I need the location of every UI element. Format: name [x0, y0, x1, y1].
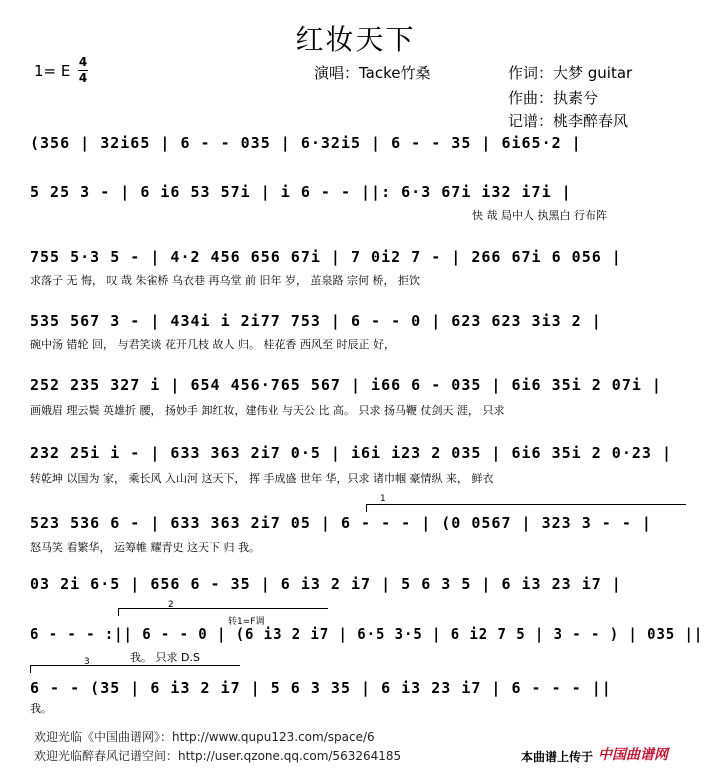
score-row-5: 252 235 327 i | 654 456·765 567 | i66 6 - 035 | 6i6 35i 2 07i | — [30, 376, 662, 394]
lyrics-row-7: 怒马笑 看繁华， 运筹帷 耀青史 这天下 归 我。 — [30, 541, 260, 554]
score-row-7: 523 536 6 - | 633 363 2i7 05 | 6 - - - | (0 0567 | 323 3 - - | — [30, 514, 652, 532]
score-row-3: 755 5·3 5 - | 4·2 456 656 67i | 7 0i2 7 - | 266 67i 6 056 | — [30, 248, 622, 266]
time-sig-top: 4 — [78, 55, 88, 69]
volta-number-2: 2 — [168, 600, 174, 610]
footer-space-link[interactable]: 欢迎光临醉春风记谱空间：http://user.qzone.qq.com/563264185 — [34, 749, 402, 763]
volta-tick-1 — [366, 504, 367, 512]
footer-site-link[interactable]: 欢迎光临《中国曲谱网》：http://www.qupu123.com/space/6 — [34, 730, 375, 744]
volta-number-1: 1 — [380, 494, 386, 504]
score-row-1: (356 | 32i65 | 6 - - 035 | 6·32i5 | 6 - - 35 | 6i65·2 | — [30, 134, 582, 152]
page-title: 红妆天下 — [295, 23, 416, 56]
volta-tick-2 — [118, 608, 119, 616]
composer-credit: 作曲：执素兮 — [508, 89, 599, 107]
score-row-10: 6 - - (35 | 6 i3 2 i7 | 5 6 3 35 | 6 i3 23 i7 | 6 - - - || — [30, 679, 612, 697]
lyrics-row-3: 求落子 无 悔， 叹 哉 朱雀桥 乌衣巷 再乌堂 前 旧年 岁， 茧泉路 宗何 桥， 拒饮 — [30, 274, 420, 287]
lyrics-row-2: 快 哉 局中人 执黑白 行布阵 — [472, 209, 607, 222]
volta-bracket-2 — [118, 608, 328, 609]
transcriber-credit: 记谱：桃李醉春风 — [508, 112, 629, 130]
lyricist-credit: 作词：大梦 guitar — [508, 64, 633, 82]
site-logo[interactable]: 中国曲谱网 — [598, 747, 668, 763]
score-row-6: 232 25i i - | 633 363 2i7 0·5 | i6i i23 2 035 | 6i6 35i 2 0·23 | — [30, 444, 672, 462]
lyrics-row-10: 我。 — [30, 702, 52, 715]
score-row-4: 535 567 3 - | 434i i 2i77 753 | 6 - - 0 | 623 623 3i3 2 | — [30, 312, 602, 330]
time-sig-bottom: 4 — [78, 71, 88, 85]
score-row-9: 6 - - - :|| 6 - - 0 | (6 i3 2 i7 | 6·5 3·5 | 6 i2 7 5 | 3 - - ) | 035 || — [30, 625, 704, 643]
score-row-2: 5 25 3 - | 6 i6 53 57i | i 6 - - ||: 6·3 67i i32 i7i | — [30, 183, 572, 201]
time-signature — [78, 56, 88, 85]
score-row-8: 03 2i 6·5 | 656 6 - 35 | 6 i3 2 i7 | 5 6 3 5 | 6 i3 23 i7 | — [30, 575, 622, 593]
upload-note: 本曲谱上传于 — [521, 750, 594, 764]
key-signature: 1= E — [34, 62, 71, 80]
volta-tick-3 — [30, 665, 31, 673]
modulation-label: 转1=F调 — [228, 617, 265, 627]
volta-bracket-1 — [366, 504, 686, 505]
lyrics-row-4: 碗中汤 错轮 回， 与君笑谈 花开几枝 故人 归。 桂花香 西风至 时辰正 好， — [30, 338, 395, 351]
volta-number-3: 3 — [84, 657, 90, 667]
lyrics-row-9: 我。 只求 D.S — [130, 651, 200, 664]
lyrics-row-5: 画娥眉 理云鬓 英雄折 腰， 扬妙手 卸红妆，建伟业 与天公 比 高。 只求 扬马鞭 仗剑天 涯， 只求 — [30, 404, 505, 417]
singer-credit: 演唱：Tacke竹桑 — [314, 64, 431, 82]
volta-bracket-3 — [30, 665, 240, 666]
lyrics-row-6: 转乾坤 以国为 家， 乘长风 入山河 这天下， 挥 手成盛 世年 华，只求 诸巾帼 豪情纵 来， 鲜衣 — [30, 472, 494, 485]
